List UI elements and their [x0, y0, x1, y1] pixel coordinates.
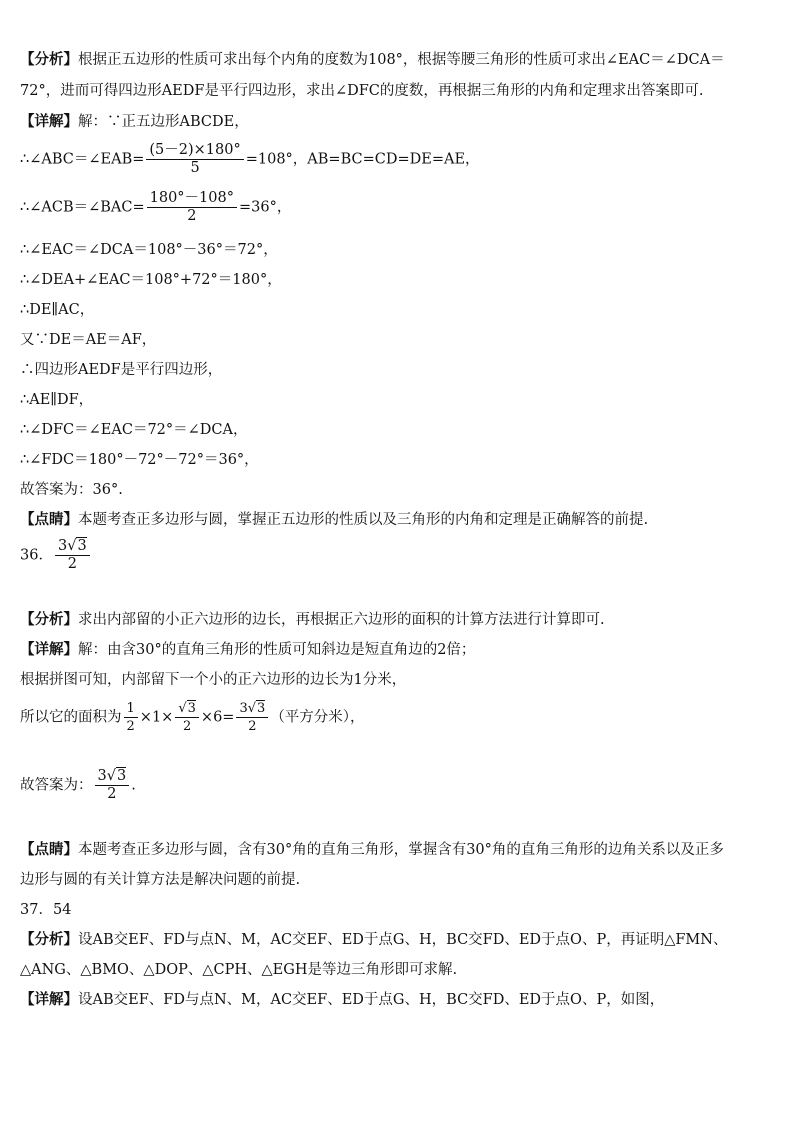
q35-analysis-line-2: 72°，进而可得四边形AEDF是平行四边形，求出∠DFC的度数，再根据三角形的内角和定理求出答案即可. — [20, 83, 704, 99]
analysis-tag: 【分析】 — [20, 611, 78, 628]
fraction-result: $\frac{3√3}{2}$ — [236, 700, 268, 735]
q35-answer: 故答案为：36°. — [20, 482, 123, 498]
q35-analysis-line-1: 【分析】根据正五边形的性质可求出每个内角的度数为108°，根据等腰三角形的性质可求出∠EAC＝∠DCA＝ — [20, 51, 725, 68]
answer-fraction: $\frac{3√3}{2}$ — [55, 538, 90, 573]
fraction-root3-over-2: $\frac{√3}{2}$ — [175, 700, 199, 735]
q35-step-2: ∴∠ACB＝∠BAC= $\frac{180^\circ-108^\circ}{2}$ =36°， — [20, 190, 292, 224]
q36-detail-1: 【详解】解：由含30°的直角三角形的性质可知斜边是短直角边的2倍； — [20, 641, 476, 658]
q35-step-8: ∴AE∥DF， — [20, 392, 94, 408]
detail-tag: 【详解】 — [20, 113, 78, 130]
q36-header — [20, 538, 92, 573]
fraction: $\frac{180^\circ-108^\circ}{2}$ — [147, 190, 237, 225]
q36-analysis: 【分析】求出内部留的小正六边形的边长，再根据正六边形的面积的计算方法进行计算即可. — [20, 611, 605, 628]
comment-tag: 【点睛】 — [20, 511, 78, 528]
q35-step-3: ∴∠EAC＝∠DCA＝108°－36°＝72°， — [20, 242, 278, 258]
q35-step-9: ∴∠DFC＝∠EAC＝72°＝∠DCA， — [20, 422, 248, 438]
q35-step-6: 又∵DE＝AE＝AF， — [20, 332, 157, 348]
q36-answer: 故答案为： $\frac{3√3}{2}$ . — [20, 768, 136, 802]
q35-step-7: ∴四边形AEDF是平行四边形， — [20, 362, 223, 378]
question-number: 36． — [20, 547, 53, 564]
fraction-half: $\frac{1}{2}$ — [124, 700, 138, 735]
q36-comment-1: 【点睛】本题考查正多边形与圆，含有30°角的直角三角形，掌握含有30°角的直角三角形的边角关系以及正多 — [20, 841, 724, 858]
q37-detail: 【详解】设AB交EF、FD与点N、M，AC交EF、ED于点G、H，BC交FD、ED于点O、P，如图， — [20, 991, 665, 1008]
q35-step-5: ∴DE∥AC， — [20, 302, 95, 318]
analysis-tag: 【分析】 — [20, 51, 78, 68]
q36-detail-2: 根据拼图可知，内部留下一个小的正六边形的边长为1分米， — [20, 672, 407, 688]
q36-area-line: 所以它的面积为 $\frac{1}{2}$ ×1× $\frac{√3}{2}$ ×6= $\frac{3√3}{2}$ （平方分米）， — [20, 701, 365, 734]
answer-fraction: $\frac{3√3}{2}$ — [95, 768, 130, 803]
q37-analysis-2: △ANG、△BMO、△DOP、△CPH、△EGH是等边三角形即可求解. — [20, 962, 458, 978]
q35-comment: 【点睛】本题考查正多边形与圆，掌握正五边形的性质以及三角形的内角和定理是正确解答的前提. — [20, 511, 649, 528]
q35-step-4: ∴∠DEA+∠EAC＝108°+72°＝180°， — [20, 272, 282, 288]
analysis-tag: 【分析】 — [20, 931, 78, 948]
q36-comment-2: 边形与圆的有关计算方法是解决问题的前提. — [20, 872, 301, 888]
fraction: $\frac{(5-2)\times 180^\circ}{5}$ — [146, 142, 243, 177]
q35-step-1: ∴∠ABC＝∠EAB= $\frac{(5-2)\times 180^\circ}{5}$ =108°，AB=BC=CD=DE=AE， — [20, 142, 480, 176]
detail-tag: 【详解】 — [20, 991, 78, 1008]
q37-header: 37．54 — [20, 902, 72, 918]
q35-detail-intro: 【详解】解：∵正五边形ABCDE， — [20, 113, 249, 130]
detail-tag: 【详解】 — [20, 641, 78, 658]
q35-step-10: ∴∠FDC＝180°－72°－72°＝36°， — [20, 452, 259, 468]
comment-tag: 【点睛】 — [20, 841, 78, 858]
q37-analysis-1: 【分析】设AB交EF、FD与点N、M，AC交EF、ED于点G、H，BC交FD、ED于点O、P，再证明△FMN、 — [20, 931, 728, 948]
